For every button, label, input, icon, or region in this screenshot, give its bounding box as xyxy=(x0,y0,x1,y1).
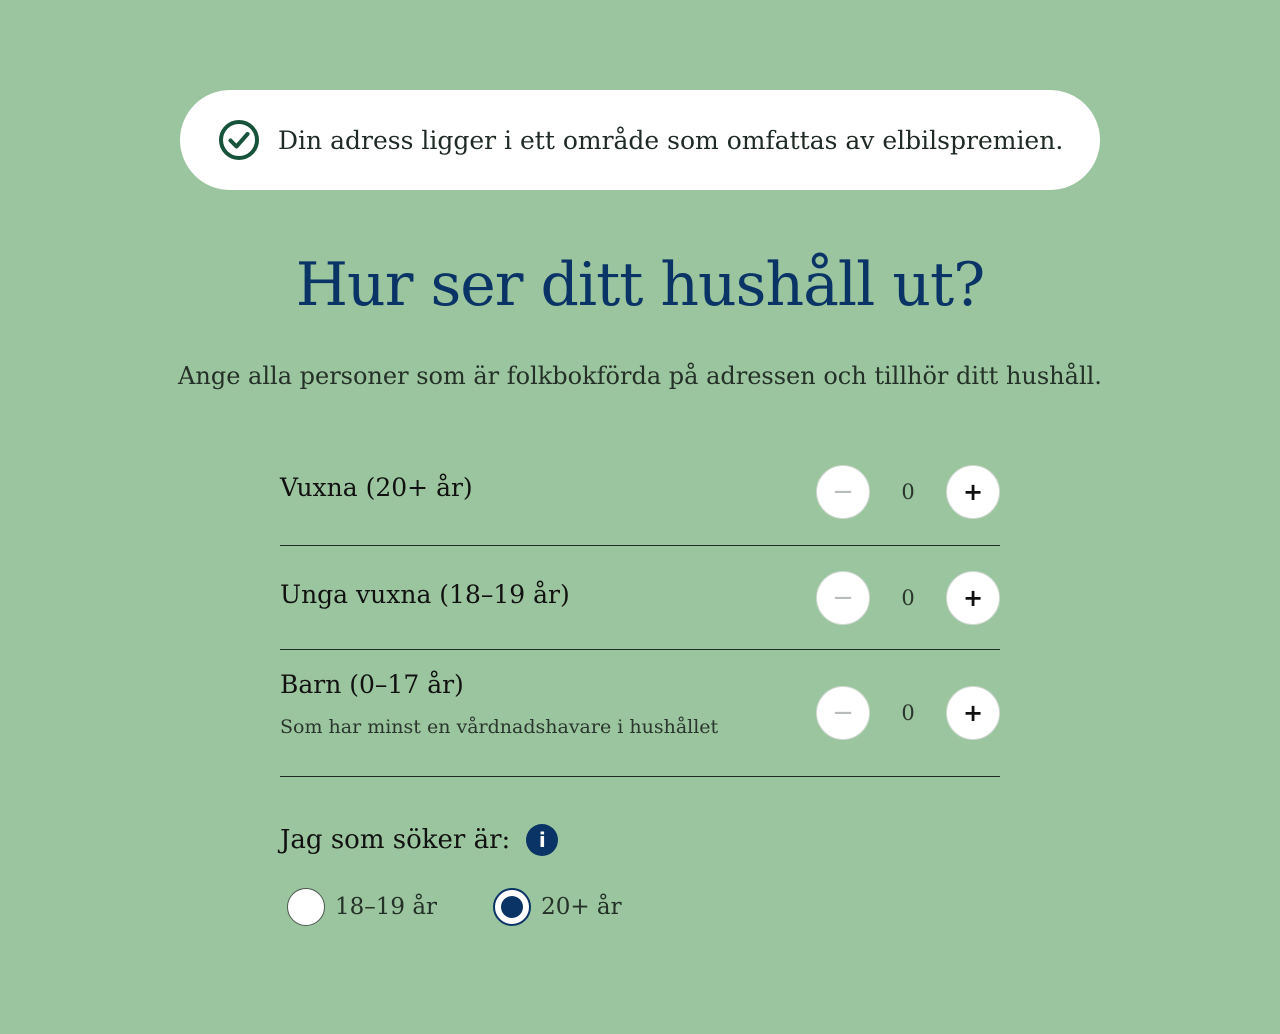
info-icon[interactable]: i xyxy=(526,824,558,856)
increase-young-adults-button[interactable]: + xyxy=(946,571,1000,625)
row-sublabel: Som har minst en vårdnadshavare i hushållet xyxy=(280,716,719,738)
page-title: Hur ser ditt hushåll ut? xyxy=(295,250,985,320)
young-adults-count: 0 xyxy=(901,586,915,610)
adults-stepper xyxy=(816,464,1000,520)
radio-selected-dot xyxy=(501,896,523,918)
row-label: Vuxna (20+ år) xyxy=(280,473,473,502)
intro-text: Ange alla personer som är folkbokförda på adressen och tillhör ditt hushåll. xyxy=(178,362,1102,390)
children-stepper xyxy=(816,685,1000,741)
decrease-young-adults-button[interactable]: − xyxy=(816,571,870,625)
applicant-age-radio-group xyxy=(287,888,678,926)
radio-option-20-plus[interactable] xyxy=(493,888,622,926)
radio-label: 20+ år xyxy=(541,894,622,920)
increase-children-button[interactable]: + xyxy=(946,686,1000,740)
radio-option-18-19[interactable] xyxy=(287,888,437,926)
row-label: Unga vuxna (18–19 år) xyxy=(280,580,570,609)
adults-count: 0 xyxy=(901,480,915,504)
children-count: 0 xyxy=(901,701,915,725)
decrease-children-button[interactable]: − xyxy=(816,686,870,740)
banner-text: Din adress ligger i ett område som omfattas av elbilspremien. xyxy=(278,125,1064,155)
increase-adults-button[interactable]: + xyxy=(946,465,1000,519)
radio-20-plus[interactable] xyxy=(493,888,531,926)
eligibility-banner xyxy=(180,90,1100,190)
radio-label: 18–19 år xyxy=(335,894,438,920)
household-list xyxy=(280,440,1000,777)
row-label: Barn (0–17 år) xyxy=(280,670,464,699)
check-circle-icon xyxy=(218,119,260,161)
radio-18-19[interactable] xyxy=(287,888,325,926)
applicant-label: Jag som söker är: xyxy=(280,825,511,855)
young-adults-stepper xyxy=(816,570,1000,626)
household-row-young-adults xyxy=(280,546,1000,650)
applicant-age-question xyxy=(280,824,558,856)
household-row-children xyxy=(280,650,1000,777)
decrease-adults-button[interactable]: − xyxy=(816,465,870,519)
household-row-adults xyxy=(280,440,1000,546)
